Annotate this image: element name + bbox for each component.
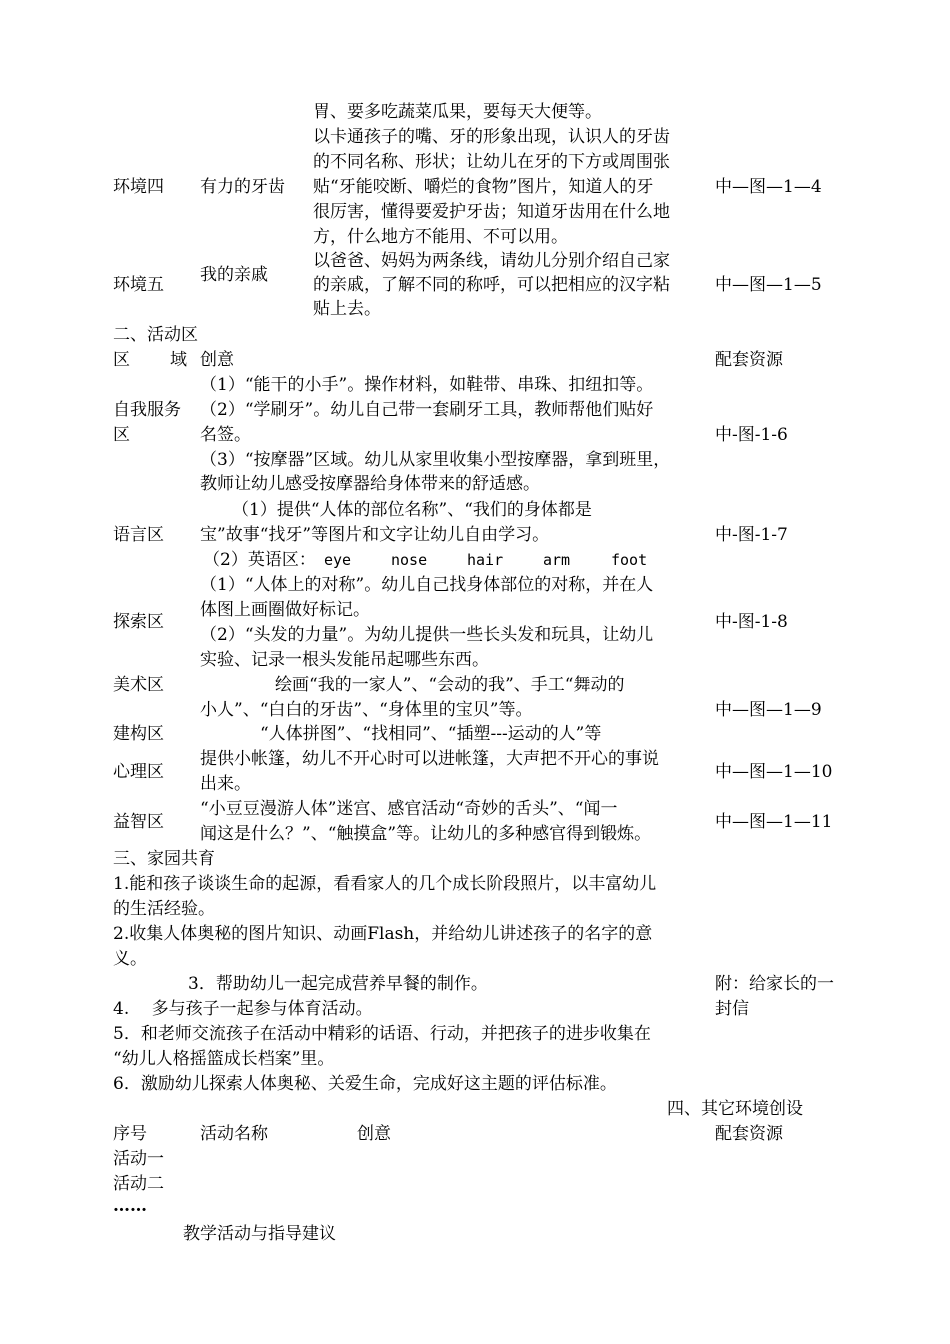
section4-heading: 四、其它环境创设 — [667, 1099, 803, 1119]
explore-line: 体图上画圈做好标记。 — [200, 600, 370, 620]
mind-line: 提供小帐篷，幼儿不开心时可以进帐篷，大声把不开心的事说 — [200, 749, 659, 769]
explore-area: 探索区 — [113, 612, 164, 632]
attachment-note-cont: 封信 — [715, 999, 749, 1019]
home-item: 5．和老师交流孩子在活动中精彩的话语、行动，并把孩子的进步收集在 — [113, 1024, 651, 1044]
home-item: 1.能和孩子谈谈生命的起源，看看家人的几个成长阶段照片，以丰富幼儿 — [113, 874, 657, 894]
art-area: 美术区 — [113, 675, 164, 695]
mind-area: 心理区 — [113, 762, 164, 782]
section4-col-resource: 配套资源 — [715, 1124, 783, 1144]
env5-resource: 中—图—1—5 — [715, 275, 822, 295]
selfcare-line: 名签。 — [200, 425, 251, 445]
env4-name: 有力的牙齿 — [200, 177, 285, 197]
selfcare-line: （1）“能干的小手”。操作材料，如鞋带、串珠、扣纽扣等。 — [200, 375, 654, 395]
puzzle-line: “小豆豆漫游人体”迷宫、感官活动“奇妙的舌头”、“闻一 — [200, 799, 618, 819]
home-item: 义。 — [113, 949, 147, 969]
language-area: 语言区 — [113, 525, 164, 545]
env5-idea-line: 的亲戚，了解不同的称呼，可以把相应的汉字粘 — [313, 275, 670, 295]
env4-idea-line: 以卡通孩子的嘴、牙的形象出现，认识人的牙齿 — [313, 127, 670, 147]
home-item: 2.收集人体奥秘的图片知识、动画Flash，并给幼儿讲述孩子的名字的意 — [113, 924, 653, 944]
section4-ellipsis: …… — [113, 1196, 147, 1216]
env4-idea-line: 的不同名称、形状；让幼儿在牙的下方或周围张 — [313, 152, 670, 172]
section2-col-area-b: 域 — [170, 350, 187, 370]
english-word: foot — [611, 551, 648, 569]
explore-line: （1）“人体上的对称”。幼儿自己找身体部位的对称，并在人 — [200, 575, 654, 595]
env4-idea-line: 很厉害，懂得要爱护牙齿；知道牙齿用在什么地 — [313, 202, 670, 222]
section4-col-idea: 创意 — [357, 1124, 391, 1144]
art-line: 绘画“我的一家人”、“会动的我”、手工“舞动的 — [275, 675, 625, 695]
puzzle-resource: 中—图—1—11 — [715, 812, 833, 832]
art-resource: 中—图—1—9 — [715, 700, 822, 720]
env5-name: 我的亲戚 — [200, 265, 268, 285]
art-line: 小人”、“白白的牙齿”、“身体里的宝贝”等。 — [200, 700, 533, 720]
env4-idea-line: 贴“牙能咬断、嚼烂的食物”图片，知道人的牙 — [313, 177, 654, 197]
section4-row: 活动一 — [113, 1149, 164, 1169]
english-word: arm — [543, 551, 571, 569]
section3-heading: 三、家园共育 — [113, 849, 215, 869]
selfcare-resource: 中-图-1-6 — [715, 425, 788, 445]
mind-line: 出来。 — [200, 774, 251, 794]
env4-area: 环境四 — [113, 177, 164, 197]
section4-row: 活动二 — [113, 1174, 164, 1194]
build-line: “人体拼图”、“找相同”、“插塑---运动的人”等 — [260, 724, 602, 744]
section2-col-resource: 配套资源 — [715, 350, 783, 370]
env4-resource: 中—图—1—4 — [715, 177, 822, 197]
english-word: eye — [324, 551, 352, 569]
env5-idea-line: 贴上去。 — [313, 299, 381, 319]
english-word: nose — [391, 551, 428, 569]
selfcare-area: 自我服务 — [113, 400, 181, 420]
puzzle-line: 闻这是什么？”、“触摸盒”等。让幼儿的多种感官得到锻炼。 — [200, 824, 652, 844]
section4-col-no: 序号 — [113, 1124, 147, 1144]
home-item: 6．激励幼儿探索人体奥秘、关爱生命，完成好这主题的评估标准。 — [113, 1074, 617, 1094]
section2-col-area-a: 区 — [113, 350, 130, 370]
explore-line: 实验、记录一根头发能吊起哪些东西。 — [200, 650, 489, 670]
home-item: “幼儿人格摇篮成长档案”里。 — [113, 1049, 335, 1069]
selfcare-line: （2）“学刷牙”。幼儿自己带一套刷牙工具，教师帮他们贴好 — [200, 400, 654, 420]
env5-idea-line: 以爸爸、妈妈为两条线，请幼儿分别介绍自己家 — [313, 251, 670, 271]
explore-line: （2）“头发的力量”。为幼儿提供一些长头发和玩具，让幼儿 — [200, 625, 654, 645]
env5-area: 环境五 — [113, 275, 164, 295]
section2-heading: 二、活动区 — [113, 325, 198, 345]
language-line: 宝”故事“找牙”等图片和文字让幼儿自由学习。 — [200, 525, 550, 545]
puzzle-area: 益智区 — [113, 812, 164, 832]
attachment-note: 附：给家长的一 — [715, 974, 834, 994]
home-item: 4. 多与孩子一起参与体育活动。 — [113, 999, 373, 1019]
home-item: 3．帮助幼儿一起完成营养早餐的制作。 — [188, 974, 488, 994]
language-resource: 中-图-1-7 — [715, 525, 788, 545]
selfcare-area-cont: 区 — [113, 425, 130, 445]
env4-idea-line: 方，什么地方不能用、不可以用。 — [313, 227, 568, 247]
footer-title: 教学活动与指导建议 — [183, 1224, 336, 1244]
english-word: hair — [467, 551, 504, 569]
selfcare-line: （3）“按摩器”区域。幼儿从家里收集小型按摩器，拿到班里， — [200, 450, 671, 470]
build-area: 建构区 — [113, 724, 164, 744]
section2-col-idea: 创意 — [200, 350, 234, 370]
section4-col-name: 活动名称 — [200, 1124, 268, 1144]
language-english-label: （2）英语区： — [203, 550, 316, 570]
explore-resource: 中-图-1-8 — [715, 612, 788, 632]
env-pre-line: 胃、要多吃蔬菜瓜果，要每天大便等。 — [313, 102, 602, 122]
mind-resource: 中—图—1—10 — [715, 762, 833, 782]
language-line: （1）提供“人体的部位名称”、“我们的身体都是 — [232, 500, 592, 520]
home-item: 的生活经验。 — [113, 899, 215, 919]
selfcare-line: 教师让幼儿感受按摩器给身体带来的舒适感。 — [200, 474, 540, 494]
